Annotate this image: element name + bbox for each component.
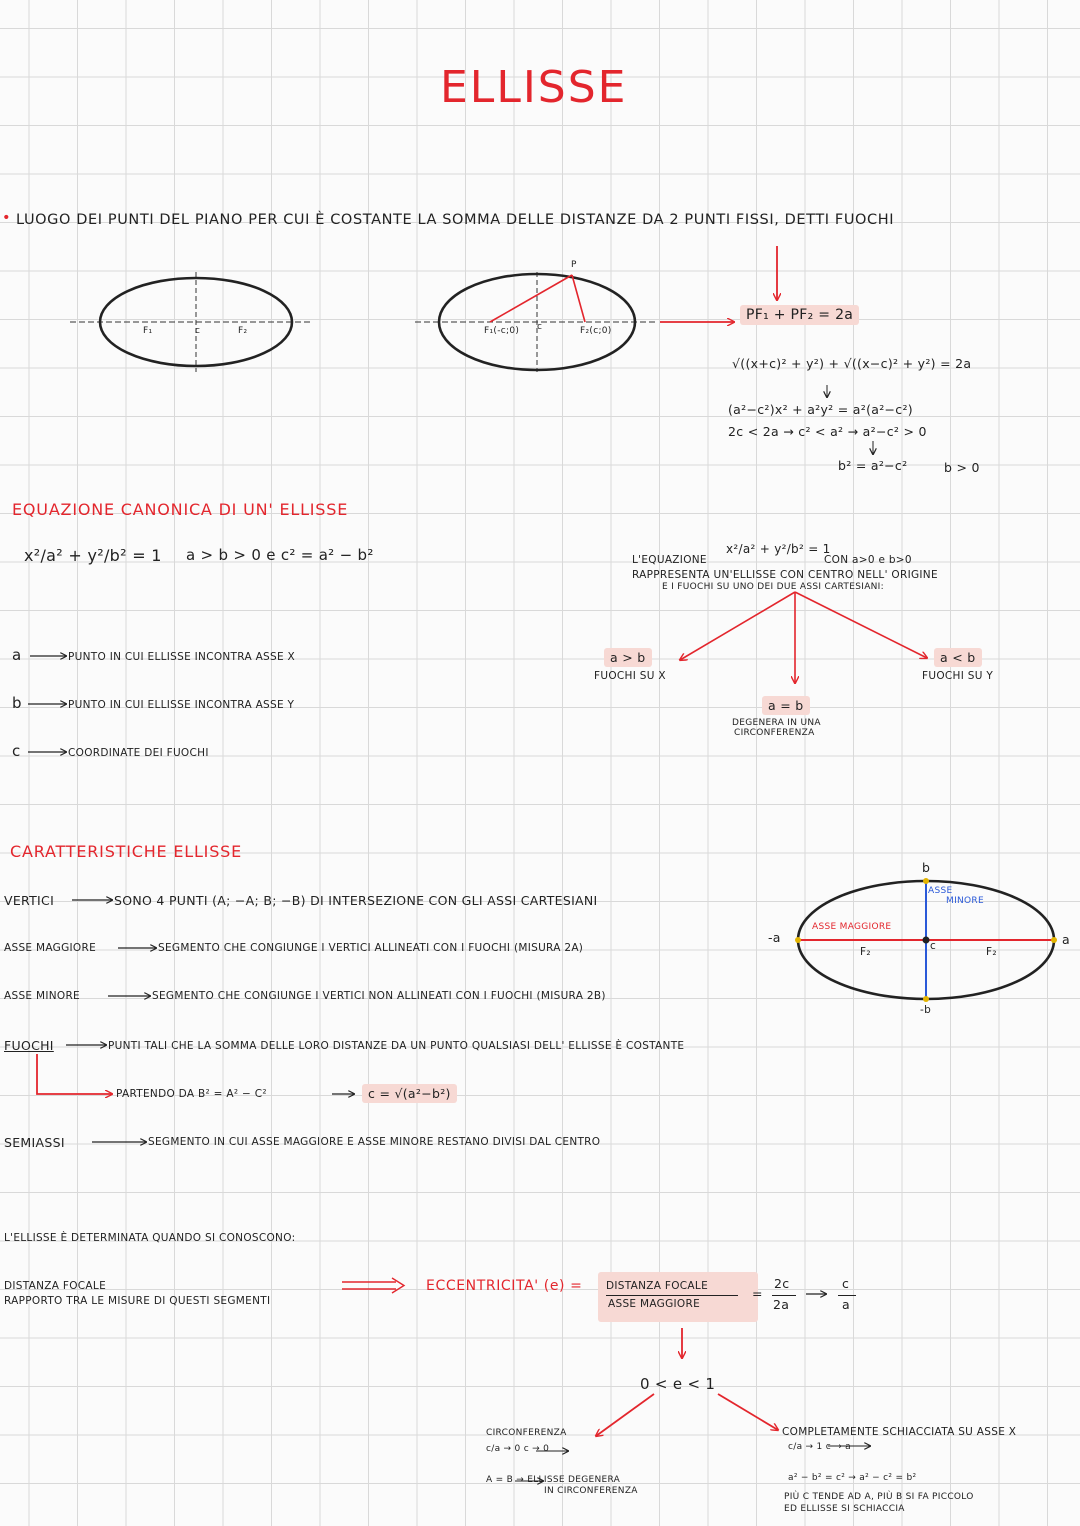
d3-minus-a: -a [768, 930, 781, 945]
ecc-2c: 2c [774, 1276, 790, 1291]
ecc-intro: L'ELLISSE È DETERMINATA QUANDO SI CONOSCONO: [4, 1232, 296, 1244]
char-focus-sub-a: PARTENDO DA B² = A² − C² [116, 1088, 267, 1100]
ecc-left-title: CIRCONFERENZA [486, 1428, 567, 1438]
ecc-equals: = [752, 1286, 763, 1301]
derivation-eq3: 2c < 2a → c² < a² → a²−c² > 0 [728, 424, 927, 439]
ecc-left-l3: IN CIRCONFERENZA [544, 1486, 638, 1496]
derivation-eq1: √((x+c)² + y²) + √((x−c)² + y²) = 2a [732, 356, 972, 371]
char-label-vertici: VERTICI [4, 893, 55, 908]
char-text-semiassi: SEGMENTO IN CUI ASSE MAGGIORE E ASSE MINORE RESTANO DIVISI DAL CENTRO [148, 1136, 601, 1148]
ecc-right-l2: a² − b² = c² → a² − c² = b² [788, 1473, 917, 1483]
ecc-right-l1: c/a → 1 c → a [788, 1442, 851, 1452]
d3-major-label: ASSE MAGGIORE [812, 922, 892, 932]
diagram2-c: c [537, 322, 543, 332]
char-label-fuochi: FUOCHI [4, 1038, 54, 1053]
char-text-asse-minore: SEGMENTO CHE CONGIUNGE I VERTICI NON ALLINEATI CON I FUOCHI (MISURA 2B) [152, 990, 606, 1002]
char-focus-sub-b: c = √(a²−b²) [362, 1084, 457, 1103]
ecc-2a: 2a [773, 1297, 790, 1312]
cases-line2: RAPPRESENTA UN'ELLISSE CON CENTRO NELL' ORIGINE [632, 569, 938, 581]
char-text-fuochi: PUNTI TALI CHE LA SOMMA DELLE LORO DISTANZE DA UN PUNTO QUALSIASI DELL' ELLISSE È COSTANTE [108, 1040, 685, 1052]
cases-line1a: L'EQUAZIONE [632, 554, 707, 566]
d3-c: c [930, 940, 937, 952]
ecc-right-title: COMPLETAMENTE SCHIACCIATA SU ASSE X [782, 1426, 1017, 1438]
canonical-heading: EQUAZIONE CANONICA DI UN' ELLISSE [12, 500, 349, 519]
canonical-condition: a > b > 0 e c² = a² − b² [186, 546, 374, 564]
derivation-eq2: (a²−c²)x² + a²y² = a²(a²−c²) [728, 402, 913, 417]
char-label-asse-maggiore: ASSE MAGGIORE [4, 942, 97, 954]
ellipse-diagram-3 [795, 878, 1057, 1002]
ecc-den: ASSE MAGGIORE [608, 1298, 701, 1310]
canonical-sym-a: a [12, 646, 22, 664]
characteristics-heading: CARATTERISTICHE ELLISSE [10, 842, 243, 861]
case-mid-text1: DEGENERA IN UNA [732, 718, 821, 728]
definition-text: LUOGO DEI PUNTI DEL PIANO PER CUI È COSTANTE LA SOMMA DELLE DISTANZE DA 2 PUNTI FISSI, DETTI FUOCHI [16, 212, 895, 228]
ellipse-diagram-1 [70, 272, 310, 372]
case-left-cond: a > b [604, 648, 652, 667]
d3-minor-label2: MINORE [946, 896, 984, 906]
d3-b: b [922, 860, 931, 875]
ecc-fraction2-line [772, 1295, 796, 1296]
char-label-asse-minore: ASSE MINORE [4, 990, 80, 1002]
ecc-left-l2: A = B → ELLISSE DEGENERA [486, 1475, 621, 1485]
d3-f2-left: F₂ [860, 946, 871, 958]
d3-minus-b: -b [920, 1004, 932, 1016]
d3-f2-right: F₂ [986, 946, 997, 958]
canonical-text-c: COORDINATE DEI FUOCHI [68, 747, 209, 759]
ecc-range: 0 < e < 1 [640, 1375, 716, 1393]
derivation-eq5: b > 0 [944, 460, 980, 475]
d3-a: a [1062, 932, 1070, 947]
canonical-equation: x²/a² + y²/b² = 1 [24, 546, 162, 565]
canonical-sym-c: c [12, 742, 21, 760]
case-mid-cond: a = b [762, 696, 810, 715]
diagram1-c: c [195, 326, 201, 336]
diagram2-p: P [571, 260, 577, 270]
case-right-cond: a < b [934, 648, 982, 667]
ecc-right-l3: PIÙ C TENDE AD A, PIÙ B SI FA PICCOLO [784, 1492, 974, 1502]
char-text-vertici: SONO 4 PUNTI (A; −A; B; −B) DI INTERSEZIONE CON GLI ASSI CARTESIANI [114, 893, 598, 908]
canonical-text-b: PUNTO IN CUI ELLISSE INCONTRA ASSE Y [68, 699, 295, 711]
cases-tree-arrows [680, 592, 927, 683]
diagram1-f1: F₁ [143, 326, 153, 336]
canonical-text-a: PUNTO IN CUI ELLISSE INCONTRA ASSE X [68, 651, 296, 663]
ecc-item2: RAPPORTO TRA LE MISURE DI QUESTI SEGMENTI [4, 1295, 271, 1307]
char-text-asse-maggiore: SEGMENTO CHE CONGIUNGE I VERTICI ALLINEATI CON I FUOCHI (MISURA 2A) [158, 942, 584, 954]
cases-line1b: CON a>0 e b>0 [824, 554, 912, 566]
ecc-left-l1: c/a → 0 c → 0 [486, 1444, 550, 1454]
case-left-text: FUOCHI SU X [594, 670, 666, 682]
bullet: • [2, 210, 12, 226]
page-title: ELLISSE [440, 62, 628, 113]
case-mid-text2: CIRCONFERENZA [734, 728, 815, 738]
cases-line1-eq: x²/a² + y²/b² = 1 [726, 542, 831, 556]
ecc-fraction-line [606, 1295, 738, 1296]
derivation-sum: PF₁ + PF₂ = 2a [740, 305, 859, 325]
ecc-item1: DISTANZA FOCALE [4, 1280, 106, 1292]
diagram2-f2: F₂(c;0) [580, 326, 612, 336]
d3-minor-label1: ASSE [928, 886, 953, 896]
derivation-eq4: b² = a²−c² [838, 458, 908, 473]
ellipse-diagram-2 [415, 272, 655, 372]
ecc-c: c [842, 1276, 850, 1291]
diagram2-f1: F₁(-c;0) [484, 326, 520, 336]
ecc-label: ECCENTRICITA' (e) = [426, 1278, 583, 1294]
ecc-right-l4: ED ELLISSE SI SCHIACCIA [784, 1504, 905, 1514]
ecc-fraction3-line [838, 1295, 856, 1296]
cases-line3: E I FUOCHI SU UNO DEI DUE ASSI CARTESIANI: [662, 582, 884, 592]
canonical-sym-b: b [12, 694, 22, 712]
char-label-semiassi: SEMIASSI [4, 1135, 65, 1150]
ecc-num: DISTANZA FOCALE [606, 1280, 708, 1292]
ecc-a: a [842, 1297, 850, 1312]
case-right-text: FUOCHI SU Y [922, 670, 994, 682]
diagram1-f2: F₂ [238, 326, 248, 336]
